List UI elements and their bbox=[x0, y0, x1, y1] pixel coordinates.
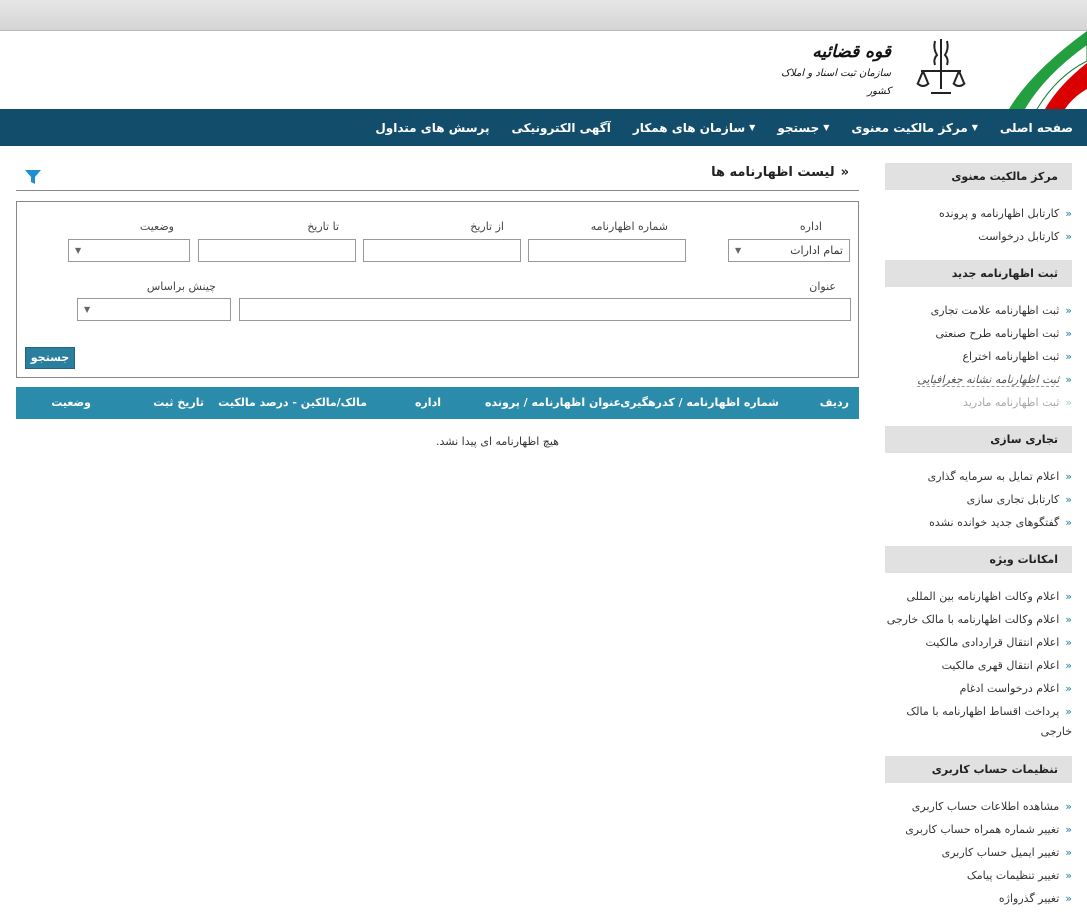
org-title: قوه قضائیه bbox=[812, 42, 891, 62]
sidebar-item-sms-settings[interactable]: «تغییر تنظیمات پیامک bbox=[966, 869, 1072, 882]
double-chevron-icon: « bbox=[1065, 846, 1072, 859]
sidebar-section-account-settings: تنظیمات حساب کاربری bbox=[885, 756, 1072, 783]
column-header-title: عنوان اظهارنامه / پرونده bbox=[485, 396, 621, 409]
sidebar-item-madrid[interactable]: «ثبت اظهارنامه مادرید bbox=[963, 396, 1072, 409]
double-chevron-icon: « bbox=[1065, 800, 1072, 813]
nav-home[interactable]: صفحه اصلی bbox=[999, 120, 1073, 135]
sidebar-item-merge-request[interactable]: «اعلام درخواست ادغام bbox=[959, 682, 1072, 695]
sidebar-section-new-application: ثبت اظهارنامه جدید bbox=[885, 260, 1072, 287]
sidebar-section-commercialization: تجاری سازی bbox=[885, 426, 1072, 453]
column-header-date: تاریخ ثبت bbox=[153, 396, 204, 409]
chevron-down-icon: ▼ bbox=[823, 123, 830, 132]
empty-results-message: هیچ اظهارنامه ای پیدا نشد. bbox=[436, 435, 559, 448]
status-label: وضعیت bbox=[139, 220, 174, 233]
sidebar-item-change-mobile[interactable]: «تغییر شماره همراه حساب کاربری bbox=[905, 823, 1072, 836]
double-chevron-icon: « bbox=[1065, 396, 1072, 409]
double-chevron-icon: « bbox=[1065, 327, 1072, 340]
double-chevron-icon: « bbox=[1065, 613, 1072, 626]
sidebar bbox=[885, 163, 1072, 922]
sidebar-section-ip-center: مرکز مالکیت معنوی bbox=[885, 163, 1072, 190]
double-chevron-icon: « bbox=[1065, 705, 1072, 718]
chevron-down-icon: ▼ bbox=[735, 246, 742, 255]
sidebar-item-request-cartable[interactable]: «کارتابل درخواست bbox=[978, 230, 1072, 243]
application-number-input[interactable] bbox=[528, 239, 686, 262]
to-date-input[interactable] bbox=[198, 239, 356, 262]
nav-faq[interactable]: پرسش های متداول bbox=[375, 120, 490, 135]
nav-e-notices[interactable]: آگهی الکترونیکی bbox=[511, 120, 611, 135]
search-form bbox=[16, 201, 859, 378]
double-chevron-icon: « bbox=[1065, 869, 1072, 882]
status-select[interactable] bbox=[68, 239, 190, 262]
double-chevron-icon: « bbox=[1065, 659, 1072, 672]
from-date-input[interactable] bbox=[363, 239, 521, 262]
sidebar-item-unread-conversations[interactable]: «گفتگوهای جدید خوانده نشده bbox=[929, 516, 1072, 529]
from-date-label: از تاریخ bbox=[470, 220, 504, 233]
sidebar-item-change-password[interactable]: «تغییر گذرواژه bbox=[998, 892, 1072, 905]
chevron-down-icon: ▼ bbox=[75, 246, 82, 255]
sidebar-item-geographical-indication[interactable]: «ثبت اظهارنامه نشانه جغرافیایی bbox=[917, 373, 1072, 386]
column-header-number: شماره اظهارنامه / کدرهگیری bbox=[620, 396, 779, 409]
double-chevron-icon: « bbox=[1065, 823, 1072, 836]
nav-ip-center[interactable]: ▼ مرکز مالکیت معنوی bbox=[851, 120, 978, 135]
sidebar-item-application-cartable[interactable]: «کارتابل اظهارنامه و پرونده bbox=[938, 207, 1072, 220]
sidebar-item-view-account[interactable]: «مشاهده اطلاعات حساب کاربری bbox=[911, 800, 1072, 813]
double-chevron-icon: « bbox=[1065, 304, 1072, 317]
org-subtitle: سازمان ثبت اسناد و املاک کشور bbox=[781, 68, 891, 97]
double-chevron-icon: « bbox=[1065, 230, 1072, 243]
sidebar-item-trademark[interactable]: «ثبت اظهارنامه علامت تجاری bbox=[930, 304, 1072, 317]
main-navbar bbox=[0, 109, 1087, 146]
column-header-row: ردیف bbox=[819, 396, 849, 409]
office-label: اداره bbox=[799, 220, 822, 233]
sidebar-section-special-features: امکانات ویژه bbox=[885, 546, 1072, 573]
page-title: «لیست اظهارنامه ها bbox=[711, 165, 849, 180]
chevron-down-icon: ▼ bbox=[749, 123, 756, 132]
double-chevron-icon: « bbox=[1065, 590, 1072, 603]
iran-flag-icon bbox=[987, 31, 1087, 109]
sidebar-item-international-attorney[interactable]: «اعلام وکالت اظهارنامه بین المللی bbox=[906, 590, 1072, 603]
double-chevron-icon: « bbox=[1065, 493, 1072, 506]
main-content bbox=[16, 163, 859, 448]
judiciary-emblem-icon bbox=[915, 37, 967, 99]
office-select[interactable]: تمام ادارات ▼ bbox=[728, 239, 850, 262]
column-header-office: اداره bbox=[414, 396, 441, 409]
double-chevron-icon: « bbox=[1065, 470, 1072, 483]
double-chevron-icon: « bbox=[1065, 373, 1072, 386]
double-chevron-icon: « bbox=[840, 165, 849, 180]
sort-label: چینش براساس bbox=[146, 280, 216, 293]
nav-search[interactable]: ▼ جستجو bbox=[777, 120, 830, 135]
double-chevron-icon: « bbox=[1065, 892, 1072, 905]
sidebar-item-patent[interactable]: «ثبت اظهارنامه اختراع bbox=[962, 350, 1072, 363]
sidebar-item-contractual-transfer[interactable]: «اعلام انتقال قراردادی مالکیت bbox=[925, 636, 1072, 649]
sidebar-item-foreign-owner-attorney[interactable]: «اعلام وکالت اظهارنامه با مالک خارجی bbox=[886, 613, 1072, 626]
search-button[interactable]: جستجو bbox=[25, 347, 75, 369]
sort-select[interactable] bbox=[77, 298, 231, 321]
column-header-owners: مالک/مالکین - درصد مالکیت bbox=[218, 396, 367, 409]
column-header-status: وضعیت bbox=[51, 396, 91, 409]
sidebar-item-industrial-design[interactable]: «ثبت اظهارنامه طرح صنعتی bbox=[935, 327, 1072, 340]
chevron-down-icon: ▼ bbox=[971, 123, 978, 132]
nav-partner-orgs[interactable]: ▼ سازمان های همکار bbox=[632, 120, 756, 135]
double-chevron-icon: « bbox=[1065, 516, 1072, 529]
title-input[interactable] bbox=[239, 298, 851, 321]
double-chevron-icon: « bbox=[1065, 350, 1072, 363]
results-table-header bbox=[16, 387, 859, 419]
filter-icon[interactable] bbox=[24, 168, 42, 186]
org-logo-text bbox=[781, 39, 891, 101]
double-chevron-icon: « bbox=[1065, 682, 1072, 695]
sidebar-item-change-email[interactable]: «تغییر ایمیل حساب کاربری bbox=[941, 846, 1072, 859]
chevron-down-icon: ▼ bbox=[84, 305, 91, 314]
site-header bbox=[0, 31, 1087, 109]
double-chevron-icon: « bbox=[1065, 207, 1072, 220]
double-chevron-icon: « bbox=[1065, 636, 1072, 649]
application-number-label: شماره اظهارنامه bbox=[590, 220, 668, 233]
browser-chrome bbox=[0, 0, 1087, 31]
sidebar-item-installment-payment[interactable]: «پرداخت اقساط اظهارنامه با مالک خارجی bbox=[906, 705, 1072, 738]
sidebar-item-investment-interest[interactable]: «اعلام تمایل به سرمایه گذاری bbox=[927, 470, 1072, 483]
sidebar-item-commercialization-cartable[interactable]: «کارتابل تجاری سازی bbox=[966, 493, 1072, 506]
title-label: عنوان bbox=[809, 280, 836, 293]
to-date-label: تا تاریخ bbox=[307, 220, 339, 233]
sidebar-item-forced-transfer[interactable]: «اعلام انتقال قهری مالکیت bbox=[941, 659, 1072, 672]
page-header bbox=[16, 163, 859, 191]
